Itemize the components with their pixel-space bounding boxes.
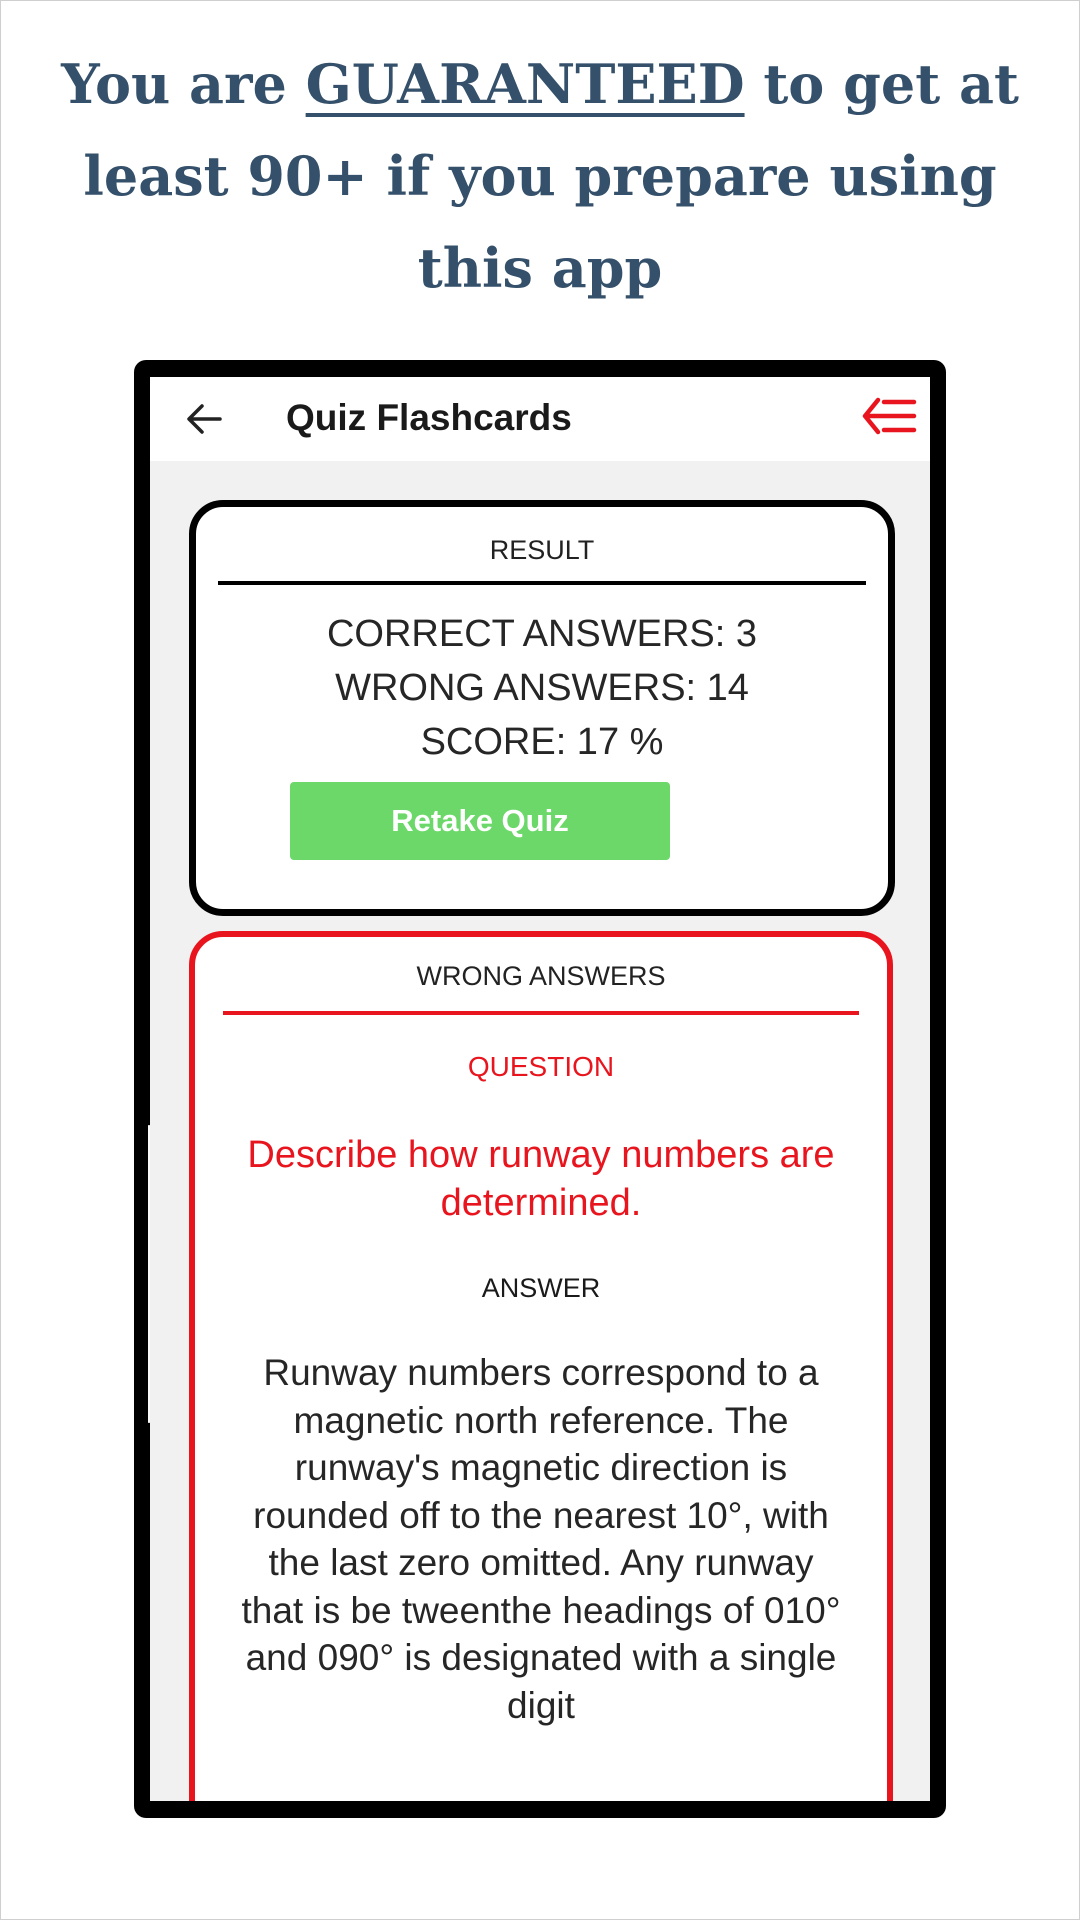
- wrong-answers-count: WRONG ANSWERS: 14: [335, 667, 749, 709]
- promo-headline: [20, 38, 1060, 314]
- question-label: QUESTION: [467, 1051, 615, 1082]
- arrow-left-icon[interactable]: [180, 395, 228, 443]
- wrong-answers-divider: [223, 1011, 859, 1015]
- answer-text: Runway numbers correspond to a magnetic north reference. The runway's magnetic direction is rounded off to the nearest 10°, with the last zero omitted. Any runway that is be tweenthe headings of 010° and 090° is designated with a single digit: [241, 1352, 841, 1726]
- correct-answers-count: CORRECT ANSWERS: 3: [326, 613, 758, 655]
- result-divider: [218, 581, 866, 585]
- headline-before: You are: [61, 52, 306, 116]
- app-bar: [150, 377, 930, 461]
- result-heading: RESULT: [489, 535, 595, 565]
- retake-quiz-button[interactable]: Retake Quiz: [290, 782, 670, 860]
- collapse-menu-icon[interactable]: [860, 391, 920, 441]
- headline-emphasis: GUARANTEED: [305, 52, 745, 116]
- app-bar-title: Quiz Flashcards: [286, 397, 572, 438]
- wrong-answers-card[interactable]: [189, 931, 893, 1801]
- answer-label: ANSWER: [481, 1273, 601, 1303]
- app-screen: [150, 377, 930, 1801]
- question-text: Describe how runway numbers are determined.: [247, 1134, 835, 1224]
- score-value: SCORE: 17 %: [420, 721, 664, 763]
- wrong-answers-heading: WRONG ANSWERS: [416, 961, 666, 991]
- result-card: [189, 500, 895, 916]
- headline-after: to get at least 90+ if you prepare using this app: [83, 52, 1019, 300]
